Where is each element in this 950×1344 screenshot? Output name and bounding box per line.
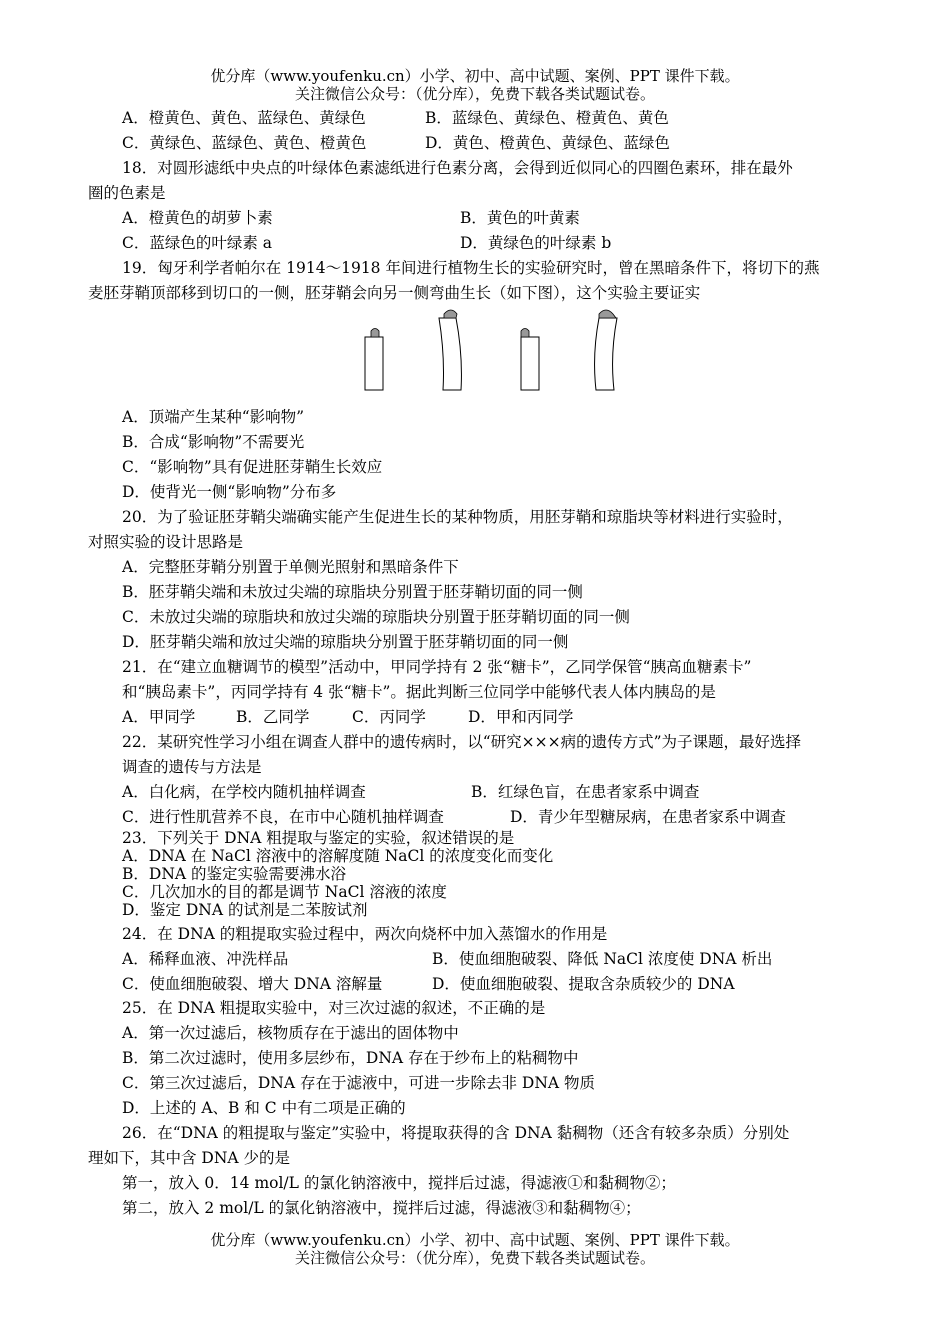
q21-option-a: A．甲同学 <box>122 708 196 726</box>
q17-option-b: B．蓝绿色、黄绿色、橙黄色、黄色 <box>425 109 669 127</box>
q23-option-d: D．鉴定 DNA 的试剂是二苯胺试剂 <box>122 901 368 919</box>
q19-option-a: A．顶端产生某种“影响物” <box>122 408 305 426</box>
q24-option-d: D．使血细胞破裂、提取含杂质较少的 DNA <box>432 975 735 993</box>
q19-stem-line-2: 麦胚芽鞘顶部移到切口的一侧，胚芽鞘会向另一侧弯曲生长（如下图），这个实验主要证实 <box>88 284 701 302</box>
q24-option-a: A．稀释血液、冲洗样品 <box>122 950 289 968</box>
q22-option-d: D．青少年型糖尿病，在患者家系中调查 <box>510 808 786 826</box>
q22-option-b: B．红绿色盲，在患者家系中调查 <box>471 783 700 801</box>
q21-option-b: B．乙同学 <box>236 708 310 726</box>
q23-option-a: A．DNA 在 NaCl 溶液中的溶解度随 NaCl 的浓度变化而变化 <box>122 847 554 865</box>
header-line-1: 优分库（www.youfenku.cn）小学、初中、高中试题、案例、PPT 课件下载。 <box>210 67 740 85</box>
q25-option-a: A．第一次过滤后，核物质存在于滤出的固体物中 <box>122 1024 459 1042</box>
q25-option-d: D．上述的 A、B 和 C 中有二项是正确的 <box>122 1099 406 1117</box>
q26-stem-line-1: 26．在“DNA 的粗提取与鉴定”实验中，将提取获得的含 DNA 黏稠物（还含有较多杂质）分别处 <box>122 1124 790 1142</box>
footer-line-2: 关注微信公众号：（优分库），免费下载各类试题试卷。 <box>294 1249 655 1267</box>
q21-option-c: C．丙同学 <box>352 708 426 726</box>
q20-option-a: A．完整胚芽鞘分别置于单侧光照射和黑暗条件下 <box>122 558 459 576</box>
coleoptile-2-bent <box>439 310 461 390</box>
q21-stem-line-2: 和“胰岛素卡”，丙同学持有 4 张“糖卡”。据此判断三位同学中能够代表人体内胰岛的是 <box>122 683 716 701</box>
q25-option-c: C．第三次过滤后，DNA 存在于滤液中，可进一步除去非 DNA 物质 <box>122 1074 596 1092</box>
q17-option-a: A．橙黄色、黄色、蓝绿色、黄绿色 <box>122 109 366 127</box>
coleoptile-3-tip-placed <box>521 329 539 391</box>
q26-step-2: 第二，放入 2 mol/L 的氯化钠溶液中，搅拌后过滤，得滤液③和黏稠物④； <box>122 1199 641 1217</box>
q21-option-d: D．甲和丙同学 <box>468 708 574 726</box>
q25-stem: 25．在 DNA 粗提取实验中，对三次过滤的叙述，不正确的是 <box>122 999 546 1017</box>
q22-option-a: A．白化病，在学校内随机抽样调查 <box>122 783 366 801</box>
q19-option-b: B．合成“影响物”不需要光 <box>122 433 305 451</box>
q20-stem-line-2: 对照实验的设计思路是 <box>88 533 244 551</box>
q18-option-c: C．蓝绿色的叶绿素 a <box>122 234 273 252</box>
header-line-2: 关注微信公众号：（优分库），免费下载各类试题试卷。 <box>294 85 655 103</box>
q21-stem-line-1: 21．在“建立血糖调节的模型”活动中，甲同学持有 2 张“糖卡”，乙同学保管“胰高血糖素卡” <box>122 658 752 676</box>
q23-stem: 23．下列关于 DNA 粗提取与鉴定的实验，叙述错误的是 <box>122 829 515 847</box>
footer-line-1: 优分库（www.youfenku.cn）小学、初中、高中试题、案例、PPT 课件下载。 <box>210 1231 740 1249</box>
q25-option-b: B．第二次过滤时，使用多层纱布，DNA 存在于纱布上的粘稠物中 <box>122 1049 579 1067</box>
q18-stem-line-1: 18．对圆形滤纸中央点的叶绿体色素滤纸进行色素分离，会得到近似同心的四圈色素环，排在最外 <box>122 159 793 177</box>
q22-stem-line-1: 22．某研究性学习小组在调查人群中的遗传病时，以“研究×××病的遗传方式”为子课题，最好选择 <box>122 733 802 751</box>
q18-option-a: A．橙黄色的胡萝卜素 <box>122 209 273 227</box>
q19-option-d: D．使背光一侧“影响物”分布多 <box>122 483 337 501</box>
q19-stem-line-1: 19．匈牙利学者帕尔在 1914～1918 年间进行植物生长的实验研究时，曾在黑暗条件下，将切下的燕 <box>122 259 820 277</box>
coleoptile-1-tip-placed <box>365 329 383 391</box>
q22-stem-line-2: 调查的遗传与方法是 <box>122 758 262 776</box>
q18-stem-line-2: 圈的色素是 <box>88 184 166 202</box>
q26-step-1: 第一，放入 0．14 mol/L 的氯化钠溶液中，搅拌后过滤，得滤液①和黏稠物②； <box>122 1174 676 1192</box>
q23-option-c: C．几次加水的目的都是调节 NaCl 溶液的浓度 <box>122 883 447 901</box>
q24-stem: 24．在 DNA 的粗提取实验过程中，两次向烧杯中加入蒸馏水的作用是 <box>122 925 608 943</box>
q22-option-c: C．进行性肌营养不良，在市中心随机抽样调查 <box>122 808 444 826</box>
q23-option-b: B．DNA 的鉴定实验需要沸水浴 <box>122 865 347 883</box>
q18-option-d: D．黄绿色的叶绿素 b <box>460 234 612 252</box>
q20-option-b: B．胚芽鞘尖端和未放过尖端的琼脂块分别置于胚芽鞘切面的同一侧 <box>122 583 583 601</box>
coleoptile-experiment-figure <box>350 305 650 397</box>
q19-option-c: C．“影响物”具有促进胚芽鞘生长效应 <box>122 458 383 476</box>
q26-stem-line-2: 理如下，其中含 DNA 少的是 <box>88 1149 291 1167</box>
q18-option-b: B．黄色的叶黄素 <box>460 209 580 227</box>
q17-option-c: C．黄绿色、蓝绿色、黄色、橙黄色 <box>122 134 367 152</box>
coleoptile-4-bent <box>595 310 617 390</box>
q24-option-b: B．使血细胞破裂、降低 NaCl 浓度使 DNA 析出 <box>432 950 773 968</box>
q20-option-c: C．未放过尖端的琼脂块和放过尖端的琼脂块分别置于胚芽鞘切面的同一侧 <box>122 608 630 626</box>
q24-option-c: C．使血细胞破裂、增大 DNA 溶解量 <box>122 975 383 993</box>
q20-option-d: D．胚芽鞘尖端和放过尖端的琼脂块分别置于胚芽鞘切面的同一侧 <box>122 633 569 651</box>
q20-stem-line-1: 20．为了验证胚芽鞘尖端确实能产生促进生长的某种物质，用胚芽鞘和琼脂块等材料进行实验时， <box>122 508 793 526</box>
q17-option-d: D．黄色、橙黄色、黄绿色、蓝绿色 <box>425 134 670 152</box>
